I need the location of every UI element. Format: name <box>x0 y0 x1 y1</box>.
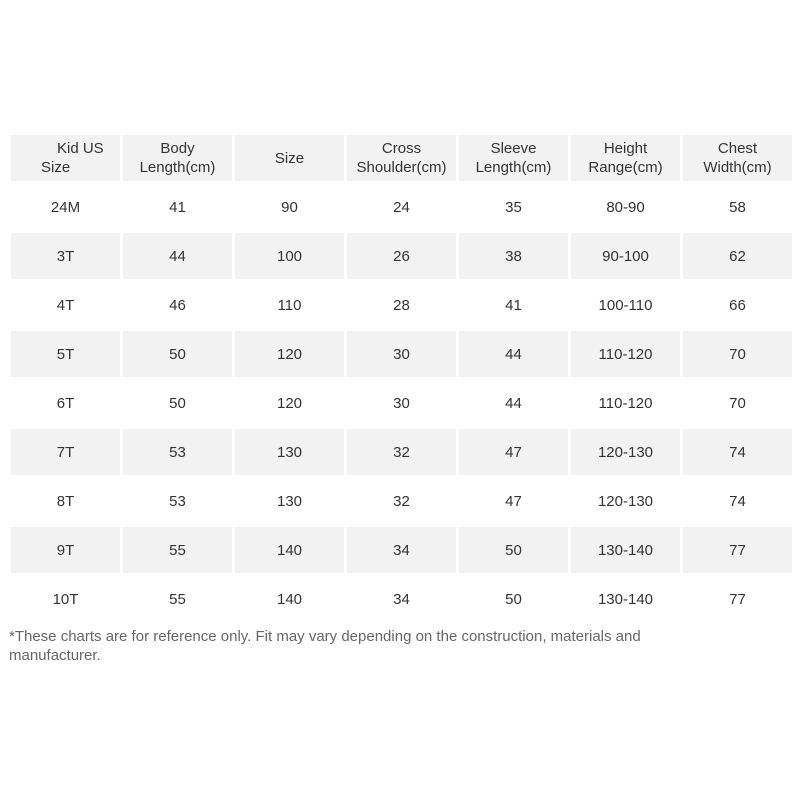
cell-sleeve-length: 38 <box>459 233 568 279</box>
cell-cross-shoulder: 26 <box>347 233 456 279</box>
cell-chest-width: 74 <box>683 429 792 475</box>
table-row <box>11 233 792 279</box>
cell-sleeve-length: 41 <box>505 296 522 314</box>
cell-chest-width: 70 <box>683 331 792 377</box>
cell-height-range: 130-140 <box>597 590 654 608</box>
table-row <box>11 429 792 475</box>
cell-chest-width: 58 <box>729 198 746 216</box>
header-cross-shoulder: Cross Shoulder(cm) <box>347 135 456 181</box>
cell-sleeve-length: 47 <box>505 492 522 510</box>
cell-cross-shoulder: 32 <box>393 492 410 510</box>
cell-height-range: 90-100 <box>571 233 680 279</box>
cell-size: 140 <box>235 527 344 573</box>
header-chest-width: Chest Width(cm) <box>683 135 792 181</box>
cell-sleeve-length: 44 <box>505 394 522 412</box>
table-row <box>11 282 792 328</box>
table-row <box>11 380 792 426</box>
table-row <box>11 331 792 377</box>
cell-sleeve-length: 50 <box>459 527 568 573</box>
cell-kid-us-size: 10T <box>52 590 79 608</box>
cell-chest-width: 74 <box>729 492 746 510</box>
cell-cross-shoulder: 24 <box>393 198 410 216</box>
table-row <box>11 478 792 524</box>
cell-body-length: 55 <box>169 590 186 608</box>
cell-height-range: 130-140 <box>571 527 680 573</box>
cell-body-length: 50 <box>169 394 186 412</box>
cell-body-length: 41 <box>169 198 186 216</box>
header-row <box>11 135 792 181</box>
table-row <box>11 576 792 622</box>
cell-sleeve-length: 44 <box>459 331 568 377</box>
header-sleeve-length: Sleeve Length(cm) <box>459 135 568 181</box>
cell-height-range: 110-120 <box>598 394 653 412</box>
cell-cross-shoulder: 30 <box>393 394 410 412</box>
header-size: Size <box>235 135 344 181</box>
cell-size: 130 <box>235 429 344 475</box>
cell-size: 90 <box>281 198 298 216</box>
cell-sleeve-length: 35 <box>505 198 522 216</box>
cell-size: 130 <box>276 492 303 510</box>
cell-kid-us-size: 7T <box>11 429 120 475</box>
header-body-length: Body Length(cm) <box>123 135 232 181</box>
cell-body-length: 53 <box>169 492 186 510</box>
header-height-range: Height Range(cm) <box>571 135 680 181</box>
cell-body-length: 44 <box>123 233 232 279</box>
cell-chest-width: 70 <box>729 394 746 412</box>
size-chart-table <box>8 132 795 625</box>
cell-sleeve-length: 47 <box>459 429 568 475</box>
cell-cross-shoulder: 32 <box>347 429 456 475</box>
cell-kid-us-size: 4T <box>56 296 75 314</box>
cell-body-length: 55 <box>123 527 232 573</box>
cell-size: 100 <box>235 233 344 279</box>
cell-size: 140 <box>276 590 303 608</box>
cell-kid-us-size: 3T <box>11 233 120 279</box>
cell-height-range: 80-90 <box>606 198 645 216</box>
cell-size: 120 <box>235 331 344 377</box>
cell-body-length: 46 <box>169 296 186 314</box>
footnote: *These charts are for reference only. Fit may vary depending on the construction, materials and manufacturer. <box>9 628 641 664</box>
cell-kid-us-size: 9T <box>11 527 120 573</box>
cell-height-range: 120-130 <box>571 429 680 475</box>
cell-sleeve-length: 50 <box>505 590 522 608</box>
cell-height-range: 100-110 <box>598 296 653 314</box>
cell-kid-us-size: 6T <box>56 394 75 412</box>
cell-chest-width: 66 <box>729 296 746 314</box>
cell-body-length: 53 <box>123 429 232 475</box>
cell-kid-us-size: 5T <box>11 331 120 377</box>
cell-height-range: 120-130 <box>597 492 654 510</box>
cell-chest-width: 77 <box>729 590 746 608</box>
table-body <box>11 184 792 622</box>
cell-cross-shoulder: 30 <box>347 331 456 377</box>
cell-height-range: 110-120 <box>571 331 680 377</box>
cell-cross-shoulder: 28 <box>393 296 410 314</box>
cell-kid-us-size: 24M <box>50 198 81 216</box>
cell-size: 120 <box>276 394 303 412</box>
table-row <box>11 527 792 573</box>
cell-cross-shoulder: 34 <box>393 590 410 608</box>
cell-cross-shoulder: 34 <box>347 527 456 573</box>
table-row <box>11 184 792 230</box>
cell-size: 110 <box>277 296 302 314</box>
cell-chest-width: 62 <box>683 233 792 279</box>
cell-chest-width: 77 <box>683 527 792 573</box>
header-kid-us-size: Kid US Size <box>11 135 120 181</box>
cell-body-length: 50 <box>123 331 232 377</box>
cell-kid-us-size: 8T <box>56 492 75 510</box>
